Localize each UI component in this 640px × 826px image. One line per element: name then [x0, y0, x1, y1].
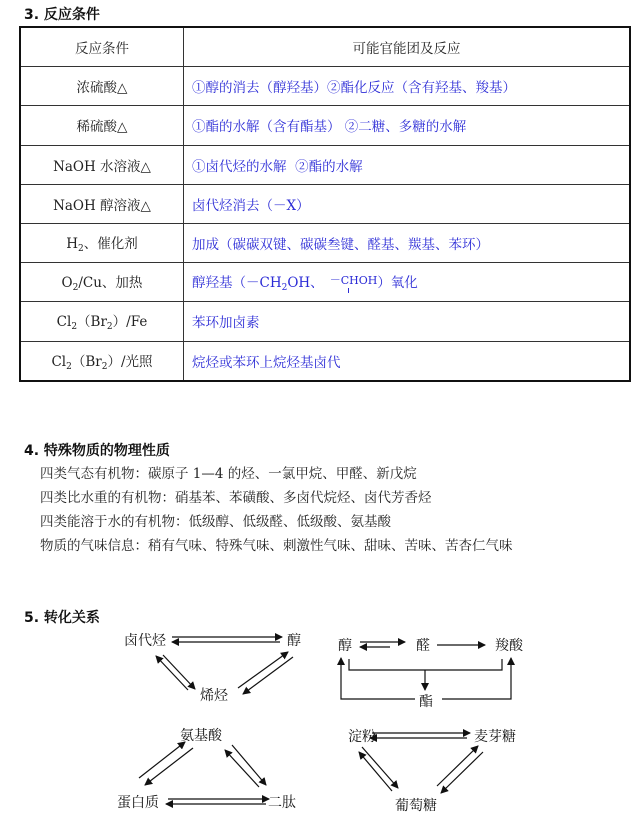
condition-rest: /Cu、加热	[78, 275, 143, 292]
reaction-pre: 醇羟基（－CH	[192, 275, 282, 292]
section4-title: 4. 特殊物质的物理性质	[24, 443, 170, 459]
subscript: 2	[71, 322, 78, 333]
node-maltose: 麦芽糖	[474, 729, 516, 745]
arrow	[156, 656, 188, 690]
section3-title: 3. 反应条件	[24, 7, 100, 23]
subscript: 2	[78, 244, 84, 255]
arrow	[243, 657, 293, 694]
choh-text: CHOH	[340, 274, 378, 288]
node-amino-acid: 氨基酸	[180, 728, 222, 744]
subscript: 2	[66, 361, 72, 372]
header-condition: 反应条件	[20, 27, 184, 67]
property-line: 物质的气味信息：稍有气味、特殊气味、刺激性气味、甜味、苦味、苦杏仁气味	[40, 538, 513, 554]
reaction-mid: OH、	[287, 275, 324, 292]
arrow	[442, 658, 511, 699]
section5-title: 5. 转化关系	[24, 610, 100, 626]
condition-rest: ）/Fe	[112, 314, 148, 331]
node-starch: 淀粉	[348, 729, 376, 745]
arrow	[362, 747, 398, 788]
subscript: 2	[281, 283, 288, 294]
condition-cell: NaOH 水溶液△	[20, 145, 184, 184]
reaction-cell: 苯环加卤素	[184, 302, 631, 341]
reaction-cell: ①卤代烃的水解 ②酯的水解	[184, 145, 631, 184]
reaction-cell: 烷烃或苯环上烷烃基卤代	[184, 341, 631, 381]
arrow	[163, 655, 195, 689]
node-carboxylic-acid: 羧酸	[495, 638, 523, 654]
arrow	[441, 752, 483, 793]
node-ester: 酯	[419, 694, 433, 710]
condition-rest: ）/光照	[107, 353, 153, 370]
node-aldehyde: 醛	[416, 638, 430, 654]
reaction-cell: ①醇的消去（醇羟基）②酯化反应（含有羟基、羧基）	[184, 67, 631, 106]
cl-text: Cl	[56, 314, 72, 331]
node-alcohol: 醇	[287, 633, 301, 649]
br-text: （Br	[77, 314, 107, 331]
node-protein: 蛋白质	[117, 795, 159, 811]
reaction-cell: 卤代烃消去（－X）	[184, 184, 631, 223]
subscript: 2	[101, 361, 108, 372]
br-text: （Br	[71, 353, 102, 370]
header-reaction: 可能官能团及反应	[184, 27, 631, 67]
property-line: 四类气态有机物：碳原子 1—4 的烃、一氯甲烷、甲醛、新戊烷	[40, 466, 417, 482]
condition-cell: NaOH 醇溶液△	[20, 184, 184, 223]
arrow	[145, 748, 193, 785]
arrow	[225, 750, 259, 787]
node-dipeptide: 二肽	[268, 795, 296, 811]
condition-h: H	[66, 236, 79, 253]
reaction-cell: 加成（碳碳双键、碳碳叁键、醛基、羰基、苯环）	[184, 223, 631, 262]
node-haloalkane: 卤代烃	[124, 633, 166, 649]
cl-text: Cl	[51, 353, 67, 370]
node-glucose: 葡萄糖	[395, 798, 437, 814]
condition-cell: 稀硫酸△	[20, 106, 184, 145]
arrow	[437, 746, 478, 786]
condition-o: O	[61, 275, 73, 292]
bracket-line	[349, 659, 502, 670]
node-alcohol-2: 醇	[338, 638, 352, 654]
reaction-cell: ①酯的水解（含有酯基） ②二糖、多糖的水解	[184, 106, 631, 145]
subscript: 2	[106, 322, 113, 333]
property-line: 四类能溶于水的有机物：低级醇、低级醛、低级酸、氨基酸	[40, 514, 391, 530]
condition-cell: 浓硫酸△	[20, 67, 184, 106]
node-alkene: 烯烃	[200, 688, 228, 704]
arrow	[359, 752, 392, 791]
reaction-dash: －	[329, 273, 341, 287]
arrow	[341, 658, 415, 699]
arrow	[238, 652, 288, 688]
subscript: 2	[72, 283, 79, 294]
arrow	[232, 745, 266, 785]
condition-rest: 、催化剂	[83, 236, 138, 253]
reaction-post: ）氧化	[377, 275, 418, 292]
property-line: 四类比水重的有机物：硝基苯、苯磺酸、多卤代烷烃、卤代芳香烃	[40, 490, 432, 506]
